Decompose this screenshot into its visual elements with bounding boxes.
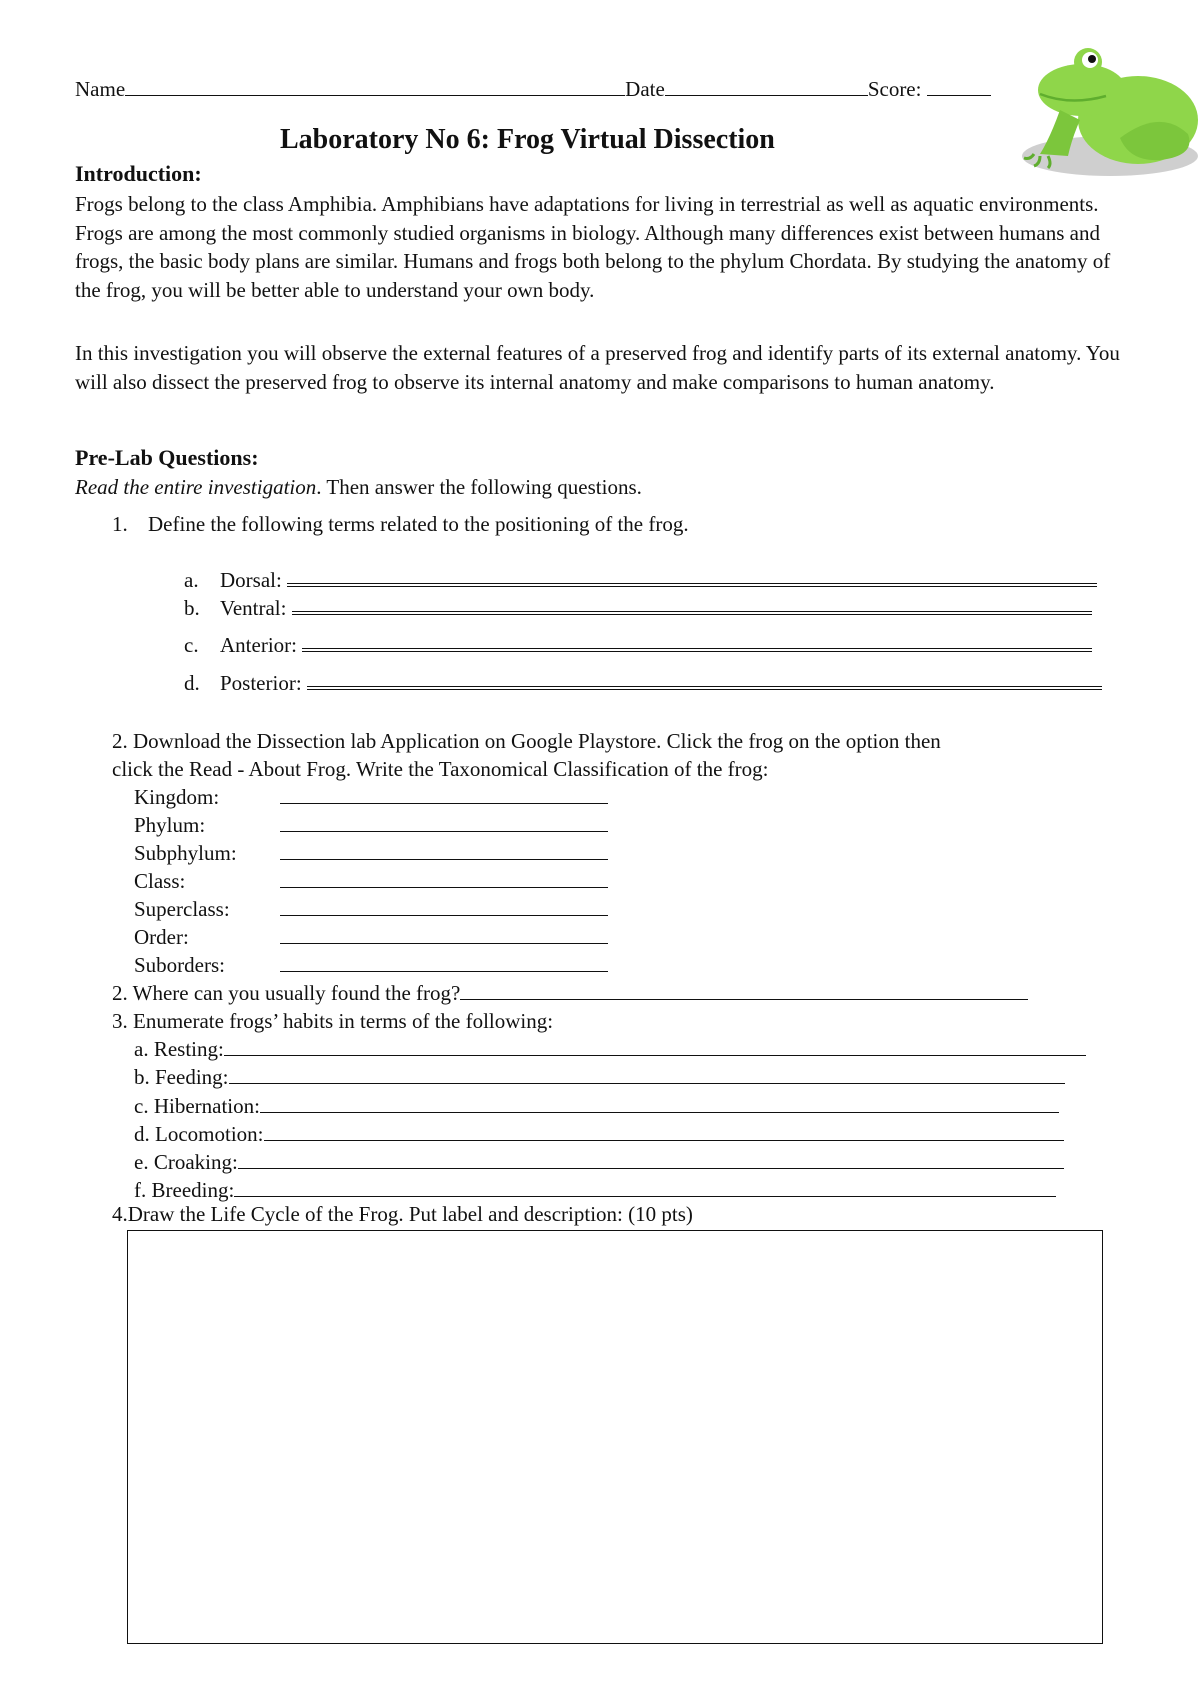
posterior-answer-field[interactable]	[307, 671, 1102, 690]
habit-row-croaking	[134, 1149, 1064, 1176]
phylum-field[interactable]	[280, 813, 608, 832]
order-field[interactable]	[280, 925, 608, 944]
question-2b-text: 2. Where can you usually found the frog?	[112, 981, 461, 1005]
habit-row-resting	[134, 1036, 1086, 1063]
taxonomy-row-kingdom	[134, 784, 608, 812]
habit-label: c. Hibernation:	[134, 1094, 260, 1118]
question-2-line-2: click the Read - About Frog. Write the Taxonomical Classification of the frog:	[112, 757, 769, 781]
habit-label: b. Feeding:	[134, 1065, 229, 1089]
date-label: Date	[625, 77, 665, 101]
resting-answer-field[interactable]	[224, 1037, 1086, 1056]
taxonomy-label: Order:	[134, 925, 189, 949]
habit-label: a. Resting:	[134, 1037, 224, 1061]
name-label: Name	[75, 77, 126, 101]
question-1-number: 1.	[112, 512, 128, 536]
life-cycle-drawing-box[interactable]	[127, 1230, 1103, 1644]
score-field[interactable]	[927, 77, 991, 96]
score-label: Score:	[867, 77, 922, 101]
introduction-paragraph-1: Frogs belong to the class Amphibia. Amphibians have adaptations for living in terrestrial as well as aquatic environments. Frogs are among the most commonly studied organisms in biology. Although many differences exist between humans and frogs, the basic body plans are similar. Humans and frogs both belong to the phylum Chordata. By studying the anatomy of the frog, you will be better able to understand your own body.	[75, 192, 1111, 302]
taxonomy-label: Superclass:	[134, 897, 230, 921]
kingdom-field[interactable]	[280, 785, 608, 804]
q1-item-letter: c.	[184, 633, 199, 657]
taxonomy-row-order	[134, 924, 608, 952]
name-field[interactable]	[125, 77, 625, 96]
habit-row-locomotion	[134, 1121, 1064, 1148]
q1-item-letter: b.	[184, 596, 200, 620]
habit-label: f. Breeding:	[134, 1178, 235, 1202]
q1-item-label: Ventral:	[220, 596, 287, 620]
dorsal-answer-field[interactable]	[287, 568, 1097, 587]
question-4: 4.Draw the Life Cycle of the Frog. Put label and description: (10 pts)	[112, 1202, 693, 1226]
header-line	[75, 76, 991, 103]
q1-item-label: Posterior:	[220, 671, 302, 695]
q1-item-label: Anterior:	[220, 633, 297, 657]
habit-label: d. Locomotion:	[134, 1122, 264, 1146]
question-3: 3. Enumerate frogs’ habits in terms of the following:	[112, 1009, 554, 1033]
taxonomy-label: Suborders:	[134, 953, 225, 977]
taxonomy-row-superclass	[134, 896, 608, 924]
locomotion-answer-field[interactable]	[264, 1122, 1064, 1141]
q1-item-label: Dorsal:	[220, 568, 282, 592]
q1-item-dorsal	[184, 567, 1097, 594]
subphylum-field[interactable]	[280, 841, 608, 860]
q1-item-anterior	[184, 632, 1092, 659]
q1-item-posterior	[184, 670, 1102, 697]
taxonomy-label: Class:	[134, 869, 186, 893]
page-title: Laboratory No 6: Frog Virtual Dissection	[280, 124, 775, 155]
habitat-answer-field[interactable]	[460, 981, 1028, 1000]
prelab-instruction	[75, 474, 642, 501]
introduction-paragraph-2: In this investigation you will observe the external features of a preserved frog and identify parts of its external anatomy. You will also dissect the preserved frog to observe its internal anatomy and make comparisons to human anatomy.	[75, 341, 1120, 394]
ventral-answer-field[interactable]	[292, 596, 1092, 615]
taxonomy-row-class	[134, 868, 608, 896]
q1-item-letter: a.	[184, 568, 199, 592]
prelab-instruction-rest: . Then answer the following questions.	[316, 475, 642, 499]
taxonomy-row-suborders	[134, 952, 608, 980]
taxonomy-label: Kingdom:	[134, 785, 220, 809]
question-1-text: Define the following terms related to the positioning of the frog.	[148, 512, 689, 536]
q1-item-letter: d.	[184, 671, 200, 695]
question-1	[112, 511, 689, 538]
taxonomy-label: Phylum:	[134, 813, 206, 837]
hibernation-answer-field[interactable]	[260, 1094, 1059, 1113]
croaking-answer-field[interactable]	[238, 1150, 1064, 1169]
taxonomy-row-phylum	[134, 812, 608, 840]
question-2-line-1: 2. Download the Dissection lab Application on Google Playstore. Click the frog on the option then	[112, 729, 941, 753]
date-field[interactable]	[665, 77, 868, 96]
class-field[interactable]	[280, 869, 608, 888]
frog-illustration	[1010, 38, 1200, 178]
q1-item-ventral	[184, 595, 1092, 622]
feeding-answer-field[interactable]	[229, 1065, 1065, 1084]
suborders-field[interactable]	[280, 953, 608, 972]
breeding-answer-field[interactable]	[234, 1178, 1056, 1197]
introduction-heading: Introduction:	[75, 161, 202, 186]
taxonomy-row-subphylum	[134, 840, 608, 868]
prelab-heading: Pre-Lab Questions:	[75, 445, 259, 470]
prelab-instruction-italic: Read the entire investigation	[75, 475, 317, 499]
superclass-field[interactable]	[280, 897, 608, 916]
anterior-answer-field[interactable]	[302, 633, 1092, 652]
taxonomy-label: Subphylum:	[134, 841, 237, 865]
habit-label: e. Croaking:	[134, 1150, 238, 1174]
habit-row-feeding	[134, 1064, 1065, 1091]
habit-row-hibernation	[134, 1093, 1059, 1120]
question-2b	[112, 980, 1028, 1007]
